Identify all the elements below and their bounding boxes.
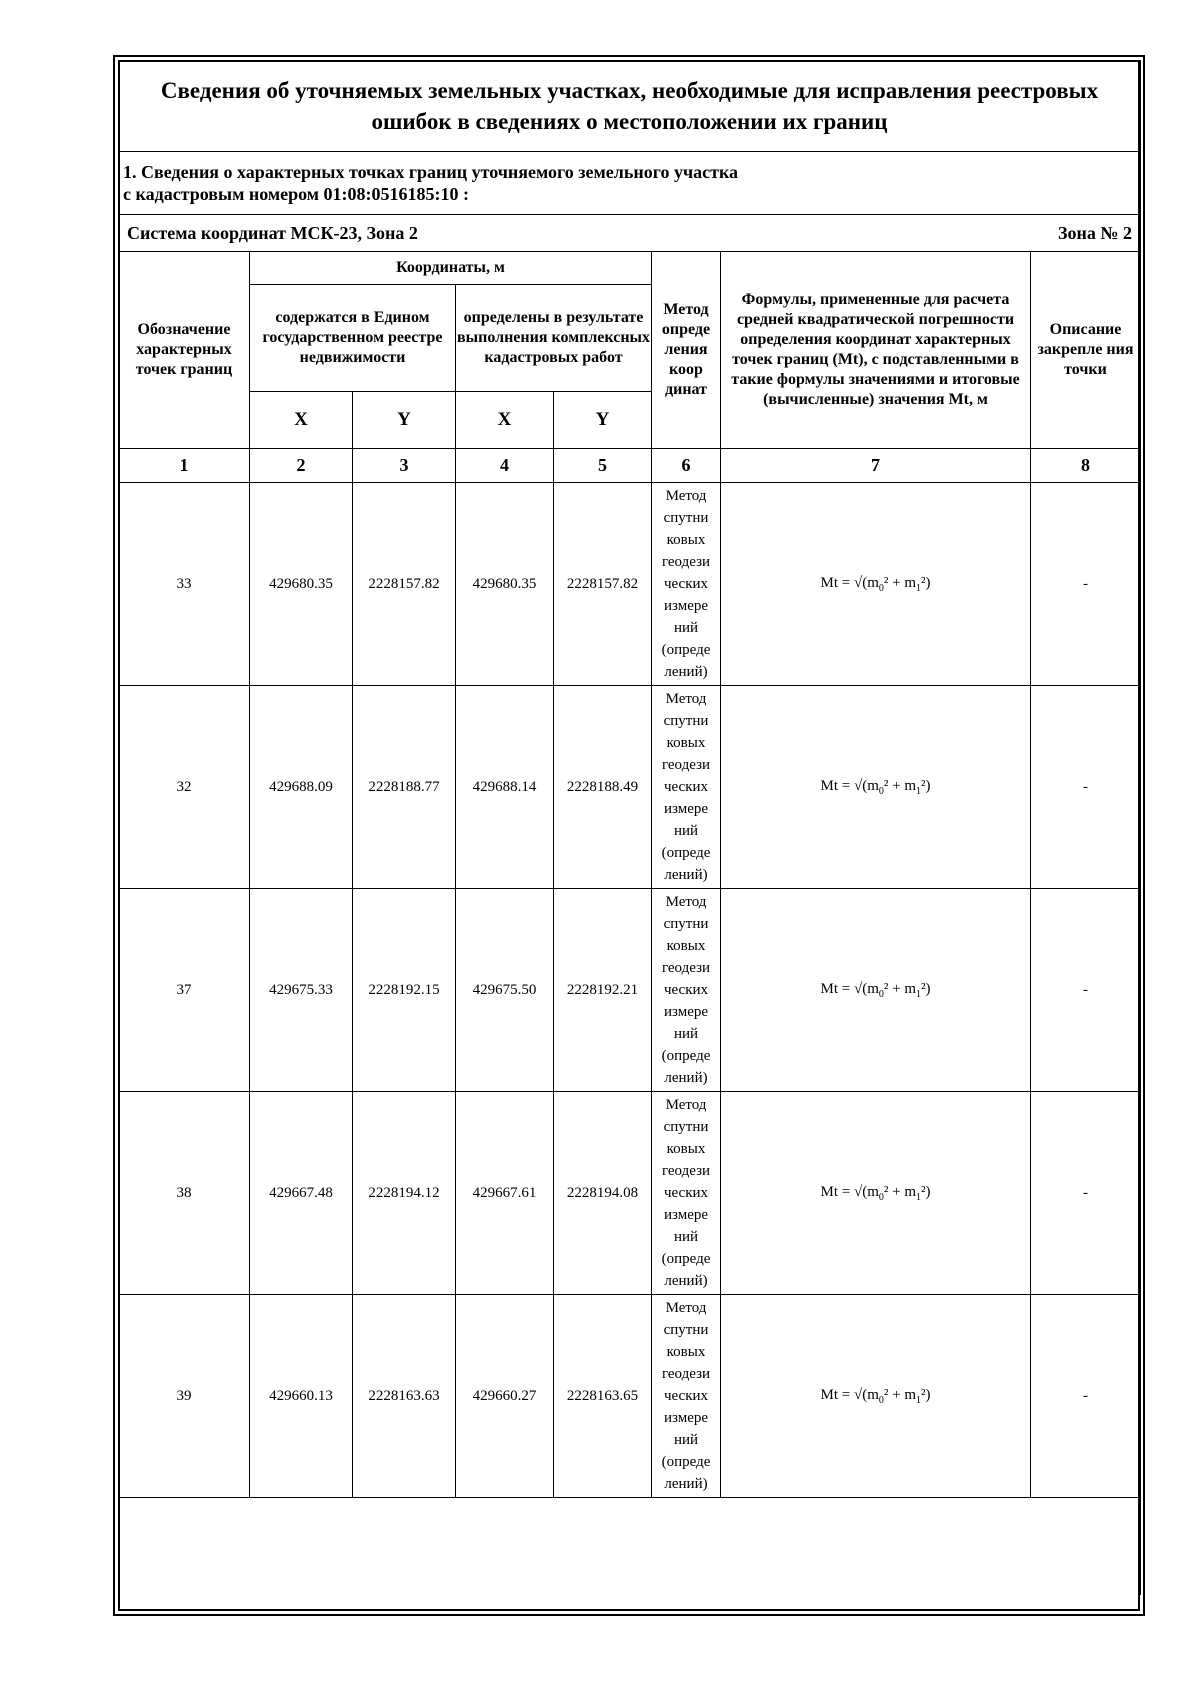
boundary-points-table (118, 60, 1141, 1595)
point-designation: 33 (119, 483, 250, 686)
header-y-egrn: Y (353, 392, 456, 449)
x-determined: 429680.35 (456, 483, 554, 686)
method-cell: Метод спутни ковых геодези ческих измере ний (опреде лений) (652, 1295, 721, 1498)
header-method: Метод опреде ления коор динат (652, 252, 721, 449)
formula-prefix: Mt = √(m (820, 1386, 879, 1403)
column-number: 4 (456, 449, 554, 483)
formula-cell: $Mt = √(m_0^2 + m_1^2)$ (721, 1092, 1031, 1295)
point-designation: 39 (119, 1295, 250, 1498)
header-formulas: Формулы, примененные для расчета средней квадратической погрешности определения координат характерных точек границ (Mt), с подставленными в такие формулы значениями и итоговые (вычисленные) значения Mt, м (721, 252, 1031, 449)
header-coordinates: Координаты, м (250, 252, 652, 285)
x-determined: 429675.50 (456, 889, 554, 1092)
y-determined: 2228163.65 (554, 1295, 652, 1498)
section-line-1: 1. Сведения о характерных точках границ уточняемого земельного участка (123, 162, 739, 182)
header-x-egrn: X (250, 392, 353, 449)
column-number: 6 (652, 449, 721, 483)
formula-prefix: Mt = √(m (820, 1183, 879, 1200)
coordinate-system-row (119, 215, 1141, 252)
y-determined: 2228192.21 (554, 889, 652, 1092)
column-number: 7 (721, 449, 1031, 483)
description-cell: - (1031, 1092, 1141, 1295)
column-number: 1 (119, 449, 250, 483)
x-determined: 429688.14 (456, 686, 554, 889)
column-number: 5 (554, 449, 652, 483)
method-cell: Метод спутни ковых геодези ческих измере ний (опреде лений) (652, 686, 721, 889)
x-egrn: 429680.35 (250, 483, 353, 686)
header-determined: определены в результате выполнения комплексных кадастровых работ (456, 285, 652, 392)
header-description: Описание закрепле ния точки (1031, 252, 1141, 449)
point-designation: 32 (119, 686, 250, 889)
table-row (119, 483, 1141, 686)
x-egrn: 429660.13 (250, 1295, 353, 1498)
y-determined: 2228157.82 (554, 483, 652, 686)
y-egrn: 2228188.77 (353, 686, 456, 889)
point-designation: 37 (119, 889, 250, 1092)
section-line-2: с кадастровым номером 01:08:0516185:10 : (123, 184, 470, 204)
description-cell: - (1031, 686, 1141, 889)
y-egrn: 2228157.82 (353, 483, 456, 686)
y-egrn: 2228192.15 (353, 889, 456, 1092)
description-cell: - (1031, 1295, 1141, 1498)
column-number: 3 (353, 449, 456, 483)
table-row (119, 889, 1141, 1092)
coordinate-system-label: Система координат МСК-23, Зона 2 (127, 222, 418, 243)
document-sheet (118, 60, 1140, 1595)
x-egrn: 429667.48 (250, 1092, 353, 1295)
table-row (119, 686, 1141, 889)
document-title: Сведения об уточняемых земельных участках, необходимые для исправления реестровых ошибок в сведениях о местоположении их границ (119, 61, 1141, 152)
table-row (119, 1092, 1141, 1295)
x-egrn: 429688.09 (250, 686, 353, 889)
y-egrn: 2228194.12 (353, 1092, 456, 1295)
formula-prefix: Mt = √(m (820, 777, 879, 794)
formula-prefix: Mt = √(m (820, 980, 879, 997)
column-number: 8 (1031, 449, 1141, 483)
formula-cell: $Mt = √(m_0^2 + m_1^2)$ (721, 483, 1031, 686)
formula-cell: $Mt = √(m_0^2 + m_1^2)$ (721, 1295, 1031, 1498)
description-cell: - (1031, 483, 1141, 686)
column-number: 2 (250, 449, 353, 483)
empty-cell (119, 1498, 1141, 1596)
y-determined: 2228194.08 (554, 1092, 652, 1295)
header-y-new: Y (554, 392, 652, 449)
formula-prefix: Mt = √(m (820, 574, 879, 591)
table-row (119, 1295, 1141, 1498)
x-egrn: 429675.33 (250, 889, 353, 1092)
y-determined: 2228188.49 (554, 686, 652, 889)
y-egrn: 2228163.63 (353, 1295, 456, 1498)
method-cell: Метод спутни ковых геодези ческих измере ний (опреде лений) (652, 1092, 721, 1295)
empty-area (119, 1498, 1141, 1596)
point-designation: 38 (119, 1092, 250, 1295)
method-cell: Метод спутни ковых геодези ческих измере ний (опреде лений) (652, 483, 721, 686)
x-determined: 429660.27 (456, 1295, 554, 1498)
header-egrn: содержатся в Едином государственном реестре недвижимости (250, 285, 456, 392)
x-determined: 429667.61 (456, 1092, 554, 1295)
formula-cell: $Mt = √(m_0^2 + m_1^2)$ (721, 686, 1031, 889)
description-cell: - (1031, 889, 1141, 1092)
formula-cell: $Mt = √(m_0^2 + m_1^2)$ (721, 889, 1031, 1092)
section-heading (119, 152, 1141, 215)
header-x-new: X (456, 392, 554, 449)
zone-label: Зона № 2 (1058, 222, 1132, 243)
header-point-designation: Обозначение характерных точек границ (119, 252, 250, 449)
method-cell: Метод спутни ковых геодези ческих измере ний (опреде лений) (652, 889, 721, 1092)
